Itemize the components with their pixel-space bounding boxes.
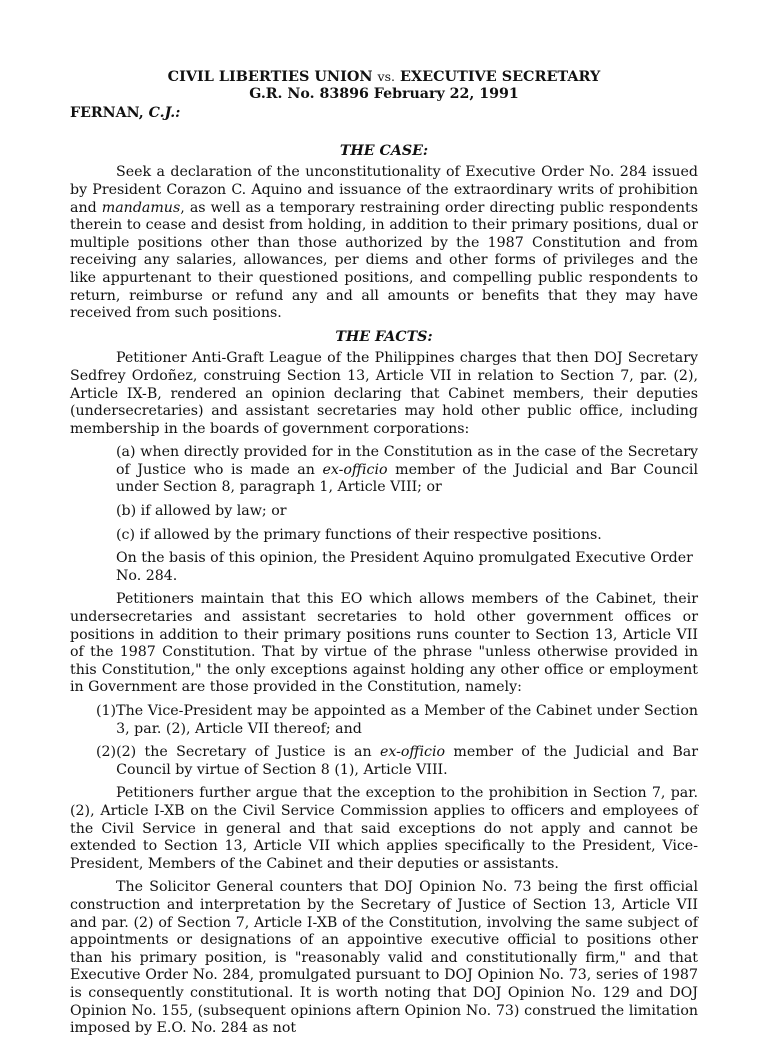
heading-the-case: THE CASE: — [339, 142, 429, 159]
ponente-name: FERNAN, — [70, 105, 144, 122]
item-a-text-2: member of the Judicial and Bar Council under Section 8, paragraph 1, Article VIII; or — [116, 461, 699, 496]
exception-2-text-1: (2) the Secretary of Justice is an — [116, 744, 380, 761]
item-a-ex-officio: ex-officio — [322, 461, 388, 478]
case-number: G.R. No. 83896 February 22, 1991 — [249, 85, 519, 102]
title-petitioner: CIVIL LIBERTIES UNION — [167, 68, 373, 85]
exception-item-1 — [96, 703, 698, 738]
facts-paragraph-1: Petitioner Anti-Graft League of the Philippines charges that then DOJ Secretary Sedfrey Ordoñez, construing Section 13, Article VII in relation to Section 7, par. (2), Article IX-B, rendered an opinion declaring that Cabinet members, their deputies (undersecretaries) and assistant secretaries may hold other public office, including membership in the boards of government corporations: — [70, 350, 698, 437]
facts-item-b: (b) if allowed by law; or — [116, 503, 287, 520]
case-title — [70, 68, 698, 86]
ponente — [70, 105, 698, 123]
exception-number-1: (1) — [96, 703, 117, 719]
facts-paragraph-3: Petitioners maintain that this EO which allows members of the Cabinet, their undersecretaries and assistant secretaries to hold other government offices or positions in addition to their primary positions runs counter to Section 13, Article VII of the 1987 Constitution. That by virtue of the phrase "unless otherwise provided in this Constitution," the only exceptions against holding any other office or employment in Government are those provided in the Constitution, namely: — [70, 591, 698, 696]
facts-paragraph-2: On the basis of this opinion, the President Aquino promulgated Executive Order No. 284. — [116, 550, 693, 584]
title-versus: vs. — [377, 69, 395, 84]
case-paragraph — [70, 164, 698, 322]
exception-text-1: The Vice-President may be appointed as a Member of the Cabinet under Section 3, par. (2), Article VII thereof; and — [116, 703, 698, 737]
case-text-2: , as well as a temporary restraining order directing public respondents therein to cease and desist from holding, in addition to their primary positions, dual or multiple positions other than those authorized by the 1987 Constitution and from receiving any salaries, allowances, per diems and other forms of privileges and the like appurtenant to their questioned positions, and compelling public respondents to return, reimburse or refund any and all amounts or benefits that they may have received from such positions. — [70, 199, 698, 322]
exception-2-ex-officio: ex-officio — [379, 744, 446, 761]
title-respondent: EXECUTIVE SECRETARY — [400, 68, 601, 85]
exception-text-2 — [116, 744, 698, 779]
facts-paragraph-4: Petitioners further argue that the exception to the prohibition in Section 7, par. (2), Article I-XB on the Civil Service Commission applies to officers and employees of the Civil Service in general and that said exceptions do not apply and cannot be extended to Section 13, Article VII which applies specifically to the President, Vice-President, Members of the Cabinet and their deputies or assistants. — [70, 785, 698, 872]
ponente-title: C.J.: — [148, 105, 181, 122]
exception-number-2: (2) — [96, 744, 117, 761]
case-text-mandamus: mandamus — [101, 199, 181, 216]
case-text-1: Seek a declaration of the unconstitutionality of Executive Order No. 284 issued by President Corazon C. Aquino and issuance of the extraordinary writs of prohibition and — [70, 164, 698, 216]
facts-item-a — [116, 444, 698, 497]
exception-2-text-2: member of the Judicial and Bar Council by virtue of Section 8 (1), Article VIII. — [116, 744, 698, 778]
heading-the-facts: THE FACTS: — [335, 328, 433, 345]
item-a-text-1: (a) when directly provided for in the Constitution as in the case of the Secretary of Justice who is made an — [116, 444, 698, 478]
exception-item-2 — [96, 744, 698, 779]
facts-paragraph-5: The Solicitor General counters that DOJ Opinion No. 73 being the first official construction and interpretation by the Secretary of Justice of Section 13, Article VII and par. (2) of Section 7, Article I-XB of the Constitution, involving the same subject of appointments or designations of an appointive executive official to positions other than his primary position, is "reasonably valid and constitutionally firm," and that Executive Order No. 284, promulgated pursuant to DOJ Opinion No. 73, series of 1987 is consequently constitutional. It is worth noting that DOJ Opinion No. 129 and DOJ Opinion No. 155, (subsequent opinions aftern Opinion No. 73) construed the limitation imposed by E.O. No. 284 as not — [70, 879, 698, 1037]
facts-item-c: (c) if allowed by the primary functions of their respective positions. — [116, 526, 602, 543]
